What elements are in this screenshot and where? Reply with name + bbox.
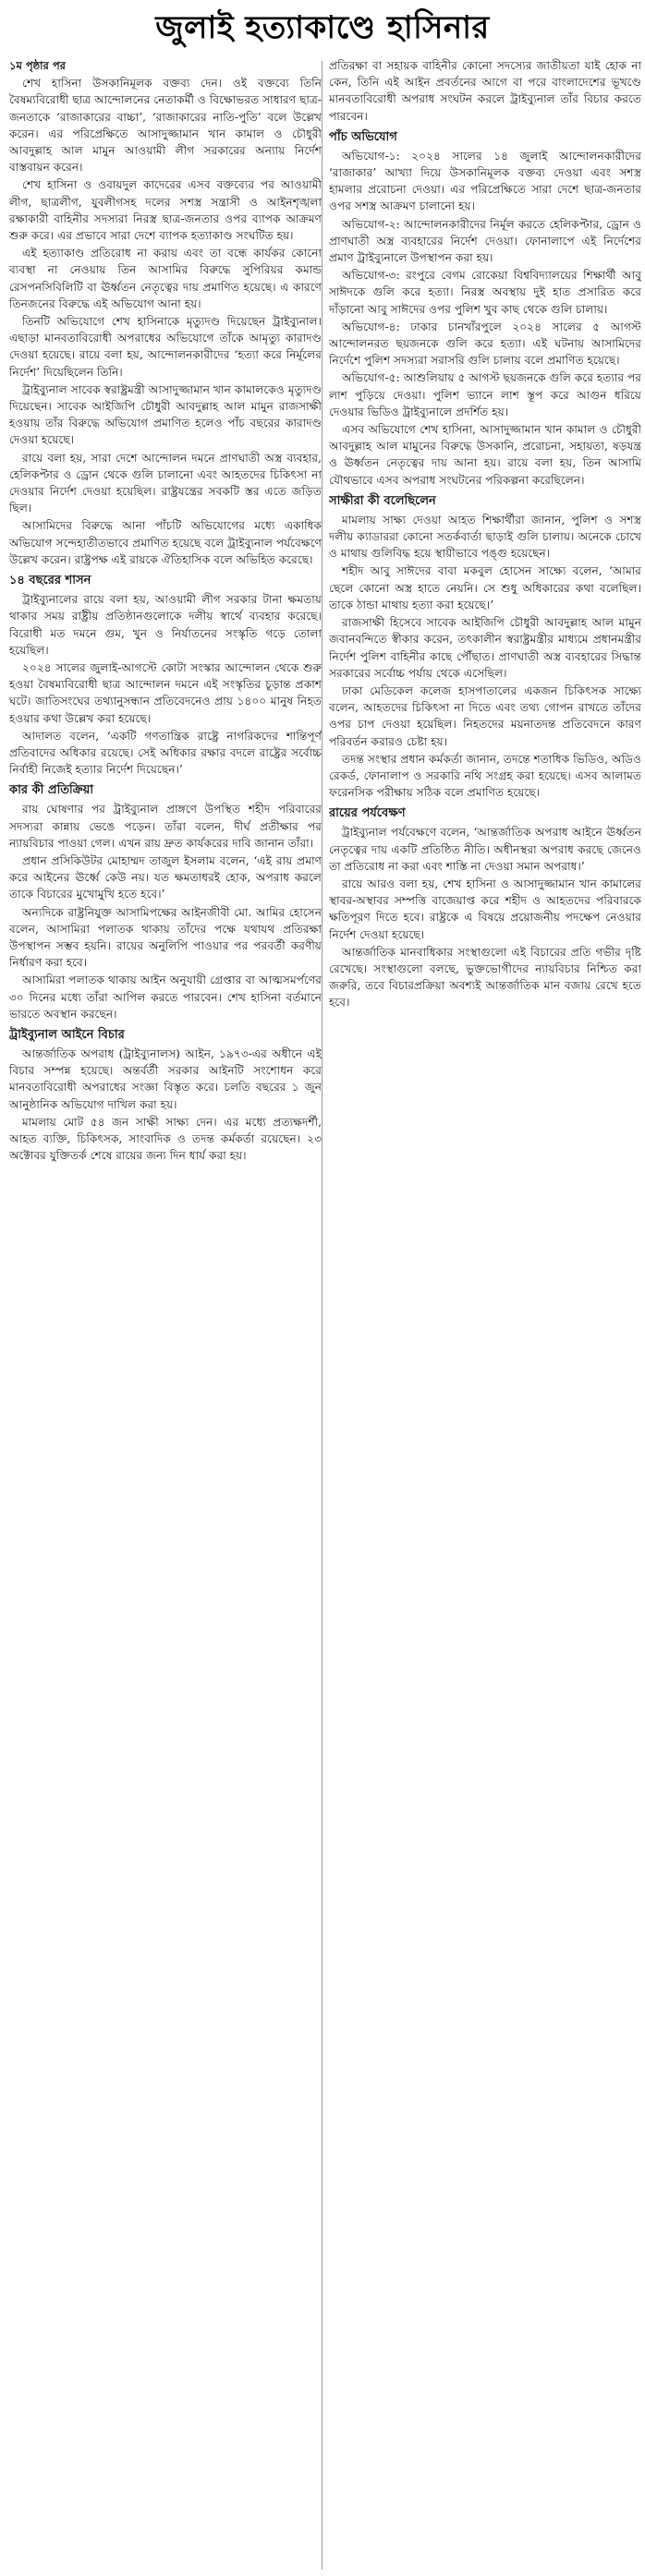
paragraph: ২০২৪ সালের জুলাই-আগস্টে কোটা সংস্কার আন্দোলন থেকে শুরু হওয়া বৈষম্যবিরোধী ছাত্র আন্দোলন দমনে এই সংস্কৃতির চূড়ান্ত প্রকাশ ঘটে। জাতিসংঘের তথ্যানুসন্ধান প্রতিবেদনেও প্রায় ১৪০০ মানুষ নিহত হওয়ার কথা উল্লেখ করা হয়েছে। xyxy=(9,660,322,725)
paragraph: তদন্ত সংস্থার প্রধান কর্মকর্তা জানান, তদন্তে শতাধিক ভিডিও, অডিও রেকর্ড, ফোনালাপ ও সরকারি নথি সংগ্রহ করা হয়েছে। এসব আলামত ফরেনসিক পরীক্ষায় সঠিক বলে প্রমাণিত হয়েছে। xyxy=(329,752,641,800)
paragraph: আসামিদের বিরুদ্ধে আনা পাঁচটি অভিযোগের মধ্যে একাধিক অভিযোগ সন্দেহাতীতভাবে প্রমাণিত হয়েছে বলে ট্রাইব্যুনাল পর্যবেক্ষণে উল্লেখ করেন। রাষ্ট্রপক্ষ এই রায়কে ঐতিহাসিক বলে অভিহিত করেছে। xyxy=(9,519,322,566)
charge-paragraph: অভিযোগ-৫: আশুলিয়ায় ৫ আগস্ট ছয়জনকে গুলি করে হত্যার পর লাশ পুড়িয়ে দেওয়া। পুলিশ ভ্যানে লাশ স্তূপ করে আগুন ধরিয়ে দেওয়ার ভিডিও ট্রাইব্যুনালে প্রদর্শিত হয়। xyxy=(329,371,641,418)
paragraph: মামলায় সাক্ষ্য দেওয়া আহত শিক্ষার্থীরা জানান, পুলিশ ও সশস্ত্র দলীয় ক্যাডাররা কোনো সতর্কবার্তা ছাড়াই গুলি চালায়। অনেকে চোখে ও মাথায় গুলিবিদ্ধ হয়ে স্থায়ীভাবে পঙ্গু হয়েছেন। xyxy=(329,513,641,561)
paragraph: প্রধান প্রসিকিউটর মোহাম্মদ তাজুল ইসলাম বলেন, ‘এই রায় প্রমাণ করে আইনের ঊর্ধ্বে কেউ নয়। যত ক্ষমতাধরই হোক, অপরাধ করলে তাকে বিচারের মুখোমুখি হতে হবে।’ xyxy=(9,853,322,901)
section-subhead: পাঁচ অভিযোগ xyxy=(329,129,397,144)
paragraph: শহীদ আবু সাঈদের বাবা মকবুল হোসেন সাক্ষ্যে বলেন, ‘আমার ছেলে কোনো অস্ত্র হাতে নেয়নি। সে শুধু অধিকারের কথা বলেছিল। তাকে ঠান্ডা মাথায় হত্যা করা হয়েছে।’ xyxy=(329,564,641,611)
paragraph: রাজসাক্ষী হিসেবে সাবেক আইজিপি চৌধুরী আবদুল্লাহ আল মামুন জবানবন্দিতে স্বীকার করেন, তৎকালীন স্বরাষ্ট্রমন্ত্রীর মাধ্যমে প্রধানমন্ত্রীর নির্দেশ পুলিশ বাহিনীর কাছে পৌঁছাত। প্রাণঘাতী অস্ত্র ব্যবহারের সিদ্ধান্ত সরকারের সর্বোচ্চ পর্যায় থেকে এসেছিল। xyxy=(329,616,641,680)
charge-paragraph: অভিযোগ-৩: রংপুরে বেগম রোকেয়া বিশ্ববিদ্যালয়ের শিক্ষার্থী আবু সাঈদকে গুলি করে হত্যা। নিরস্ত্র অবস্থায় দুই হাত প্রসারিত করে দাঁড়ানো আবু সাঈদের ওপর পুলিশ খুব কাছ থেকে গুলি চালায়। xyxy=(329,269,641,316)
paragraph: মামলায় মোট ৫৪ জন সাক্ষী সাক্ষ্য দেন। এর মধ্যে প্রত্যক্ষদর্শী, আহত ব্যক্তি, চিকিৎসক, সাংবাদিক ও তদন্ত কর্মকর্তা রয়েছেন। ২৩ অক্টোবর যুক্তিতর্ক শেষে রায়ের জন্য দিন ধার্য করা হয়। xyxy=(9,1115,322,1163)
headline: জুলাই হত্যাকাণ্ডে হাসিনার xyxy=(155,9,490,46)
paragraph: রায়ে আরও বলা হয়, শেখ হাসিনা ও আসাদুজ্জামান খান কামালের স্থাবর-অস্থাবর সম্পত্তি বাজেয়াপ্ত করে শহীদ ও আহতদের পরিবারকে ক্ষতিপূরণ দিতে হবে। রাষ্ট্রকে এ বিষয়ে প্রয়োজনীয় পদক্ষেপ নেওয়ার নির্দেশ দেওয়া হয়েছে। xyxy=(329,877,641,941)
section-subhead: ট্রাইব্যুনাল আইনে বিচার xyxy=(9,1027,125,1042)
paragraph: শেখ হাসিনা উসকানিমূলক বক্তব্য দেন। ওই বক্তব্যে তিনি বৈষম্যবিরোধী ছাত্র আন্দোলনের নেতাকর্মী ও বিক্ষোভরত সাধারণ ছাত্র-জনতাকে ‘রাজাকারের বাচ্চা’, ‘রাজাকারের নাতি-পুতি’ বলে উল্লেখ করেন। এর পরিপ্রেক্ষিতে আসাদুজ্জামান খান কামাল ও চৌধুরী আবদুল্লাহ আল মামুন আওয়ামী লীগ সরকারের অন্যায় নির্দেশ বাস্তবায়ন করেন। xyxy=(9,77,322,175)
paragraph: শেখ হাসিনা ও ওবায়দুল কাদেরের এসব বক্তব্যের পর আওয়ামী লীগ, ছাত্রলীগ, যুবলীগসহ দলের সশস্ত্র সন্ত্রাসী ও আইনশৃঙ্খলা রক্ষাকারী বাহিনীর সদস্যরা নিরস্ত্র ছাত্র-জনতার ওপর ব্যাপক আক্রমণ শুরু করে। এর প্রভাবে সারা দেশে ব্যাপক হত্যাকাণ্ড সংঘটিত হয়। xyxy=(9,178,322,243)
paragraph: ট্রাইব্যুনাল সাবেক স্বরাষ্ট্রমন্ত্রী আসাদুজ্জামান খান কামালকেও মৃত্যুদণ্ড দিয়েছেন। সাবেক আইজিপি চৌধুরী আবদুল্লাহ আল মামুন রাজসাক্ষী হওয়ায় তাঁর বিরুদ্ধে অভিযোগ প্রমাণিত হলেও পাঁচ বছরের কারাদণ্ড দেওয়া হয়েছে। xyxy=(9,382,322,447)
paragraph: আদালত বলেন, ‘একটি গণতান্ত্রিক রাষ্ট্রে নাগরিকদের শান্তিপূর্ণ প্রতিবাদের অধিকার রয়েছে। সেই অধিকার রক্ষার বদলে রাষ্ট্রের সর্বোচ্চ নির্বাহী নিজেই হত্যার নির্দেশ দিয়েছেন।’ xyxy=(9,729,322,777)
paragraph: আসামিরা পলাতক থাকায় আইন অনুযায়ী গ্রেপ্তার বা আত্মসমর্পণের ৩০ দিনের মধ্যে তাঁরা আপিল করতে পারবেন। শেখ হাসিনা বর্তমানে ভারতে অবস্থান করছেন। xyxy=(9,974,322,1021)
paragraph: রায়ে বলা হয়, সারা দেশে আন্দোলন দমনে প্রাণঘাতী অস্ত্র ব্যবহার, হেলিকপ্টার ও ড্রোন থেকে গুলি চালানো এবং আহতদের চিকিৎসা না দেওয়ার নির্দেশ দেওয়া হয়েছিল। রাষ্ট্রযন্ত্রের সবকটি স্তর এতে জড়িত ছিল। xyxy=(9,451,322,515)
section-subhead: ১৪ বছরের শাসন xyxy=(9,574,91,588)
left-column xyxy=(9,57,322,2571)
continued-from-label: ১ম পৃষ্ঠার পর xyxy=(9,59,66,72)
paragraph: এসব অভিযোগে শেখ হাসিনা, আসাদুজ্জামান খান কামাল ও চৌধুরী আবদুল্লাহ আল মামুনের বিরুদ্ধে উসকানি, প্ররোচনা, সহায়তা, ষড়যন্ত্র ও ঊর্ধ্বতন নেতৃত্বের দায় আনা হয়। রায়ে বলা হয়, তিন আসামি যৌথভাবে এসব অপরাধ সংঘটনের পরিকল্পনা করেছিলেন। xyxy=(329,423,641,487)
paragraph: ঢাকা মেডিকেল কলেজ হাসপাতালের একজন চিকিৎসক সাক্ষ্যে বলেন, আহতদের চিকিৎসা না দিতে এবং তথ্য গোপন রাখতে তাঁদের ওপর চাপ দেওয়া হয়েছিল। নিহতদের ময়নাতদন্ত প্রতিবেদনে কারণ পরিবর্তন করারও চেষ্টা হয়। xyxy=(329,683,641,748)
paragraph: অন্যদিকে রাষ্ট্রনিযুক্ত আসামিপক্ষের আইনজীবী মো. আমির হোসেন বলেন, আসামিরা পলাতক থাকায় তাঁদের পক্ষে যথাযথ প্রতিরক্ষা উপস্থাপন সম্ভব হয়নি। রায়ের অনুলিপি পাওয়ার পর পরবর্তী করণীয় নির্ধারণ করা হবে। xyxy=(9,905,322,970)
section-subhead: কার কী প্রতিক্রিয়া xyxy=(9,783,94,798)
charge-paragraph: অভিযোগ-৪: ঢাকার চানখাঁরপুলে ২০২৪ সালের ৫ আগস্ট আন্দোলনরত ছয়জনকে গুলি করে হত্যা। এই ঘটনায় আসামিদের নির্দেশে পুলিশ সদস্যরা সরাসরি গুলি চালায় বলে প্রমাণিত হয়েছে। xyxy=(329,320,641,368)
paragraph: আন্তর্জাতিক অপরাধ (ট্রাইব্যুনালস) আইন, ১৯৭৩-এর অধীনে এই বিচার সম্পন্ন হয়েছে। অন্তর্বর্তী সরকার আইনটি সংশোধন করে মানবতাবিরোধী অপরাধের সংজ্ঞা বিস্তৃত করে। চলতি বছরের ১ জুন আনুষ্ঠানিক অভিযোগ দাখিল করা হয়। xyxy=(9,1046,322,1111)
paragraph: প্রতিরক্ষা বা সহায়ক বাহিনীর কোনো সদস্যের জাতীয়তা যাই হোক না কেন, তিনি এই আইন প্রবর্তনের আগে বা পরে বাংলাদেশের ভূখণ্ডে মানবতাবিরোধী অপরাধ সংঘটন করলে ট্রাইব্যুনাল তাঁর বিচার করতে পারবেন। xyxy=(329,59,641,123)
charge-paragraph: অভিযোগ-১: ২০২৪ সালের ১৪ জুলাই আন্দোলনকারীদের ‘রাজাকার’ আখ্যা দিয়ে উসকানিমূলক বক্তব্য দেওয়া এবং সশস্ত্র হামলার প্ররোচনা দেওয়া। এর পরিপ্রেক্ষিতে সারা দেশে ছাত্র-জনতার ওপর সশস্ত্র আক্রমণ চালানো হয়। xyxy=(329,149,641,213)
paragraph: এই হত্যাকাণ্ড প্রতিরোধ না করায় এবং তা বন্ধে কার্যকর কোনো ব্যবস্থা না নেওয়ায় তিন আসামির বিরুদ্ধে সুপিরিয়র কমান্ড রেসপনসিবিলিটি বা ঊর্ধ্বতন নেতৃত্বের দায় প্রমাণিত হয়েছে। এ কারণে তিনজনের বিরুদ্ধে এই অভিযোগ আনা হয়। xyxy=(9,247,322,310)
paragraph: ট্রাইব্যুনাল পর্যবেক্ষণে বলেন, ‘আন্তর্জাতিক অপরাধ আইনে ঊর্ধ্বতন নেতৃত্বের দায় একটি প্রতিষ্ঠিত নীতি। অধীনস্থরা অপরাধ করছে জেনেও তা প্রতিরোধ না করা এবং শাস্তি না দেওয়া সমান অপরাধ।’ xyxy=(329,826,641,873)
paragraph: ট্রাইব্যুনালের রায়ে বলা হয়, আওয়ামী লীগ সরকার টানা ক্ষমতায় থাকার সময় রাষ্ট্রীয় প্রতিষ্ঠানগুলোকে দলীয় স্বার্থে ব্যবহার করেছে। বিরোধী মত দমনে গুম, খুন ও নির্যাতনের সংস্কৃতি গড়ে তোলা হয়েছিল। xyxy=(9,593,322,657)
paragraph: তিনটি অভিযোগে শেখ হাসিনাকে মৃত্যুদণ্ড দিয়েছেন ট্রাইব্যুনাল। এছাড়া মানবতাবিরোধী অপরাধের অভিযোগে তাঁকে আমৃত্যু কারাদণ্ড দেওয়া হয়েছে। রায়ে বলা হয়, আন্দোলনকারীদের ‘হত্যা করে নির্মূলের নির্দেশ’ দিয়েছিলেন তিনি। xyxy=(9,315,322,379)
section-subhead: সাক্ষীরা কী বলেছিলেন xyxy=(329,493,436,508)
paragraph: আন্তর্জাতিক মানবাধিকার সংস্থাগুলো এই বিচারের প্রতি গভীর দৃষ্টি রেখেছে। সংস্থাগুলো বলছে, ভুক্তভোগীদের ন্যায়বিচার নিশ্চিত করা জরুরি, তবে বিচারপ্রক্রিয়া অবশ্যই আন্তর্জাতিক মান বজায় রেখে হতে হবে। xyxy=(329,945,641,1010)
section-subhead: রায়ের পর্যবেক্ষণ xyxy=(329,806,406,821)
paragraph: রায় ঘোষণার পর ট্রাইব্যুনাল প্রাঙ্গণে উপস্থিত শহীদ পরিবারের সদস্যরা কান্নায় ভেঙে পড়েন। তাঁরা বলেন, দীর্ঘ প্রতীক্ষার পর ন্যায়বিচার পাওয়া গেল। এখন রায় দ্রুত কার্যকরের দাবি জানান তাঁরা। xyxy=(9,803,322,850)
right-column xyxy=(329,57,641,2571)
charge-paragraph: অভিযোগ-২: আন্দোলনকারীদের নির্মূল করতে হেলিকপ্টার, ড্রোন ও প্রাণঘাতী অস্ত্র ব্যবহারের নির্দেশ দেওয়া। ফোনালাপে এই নির্দেশের প্রমাণ ট্রাইব্যুনালে উপস্থাপন করা হয়। xyxy=(329,217,641,265)
